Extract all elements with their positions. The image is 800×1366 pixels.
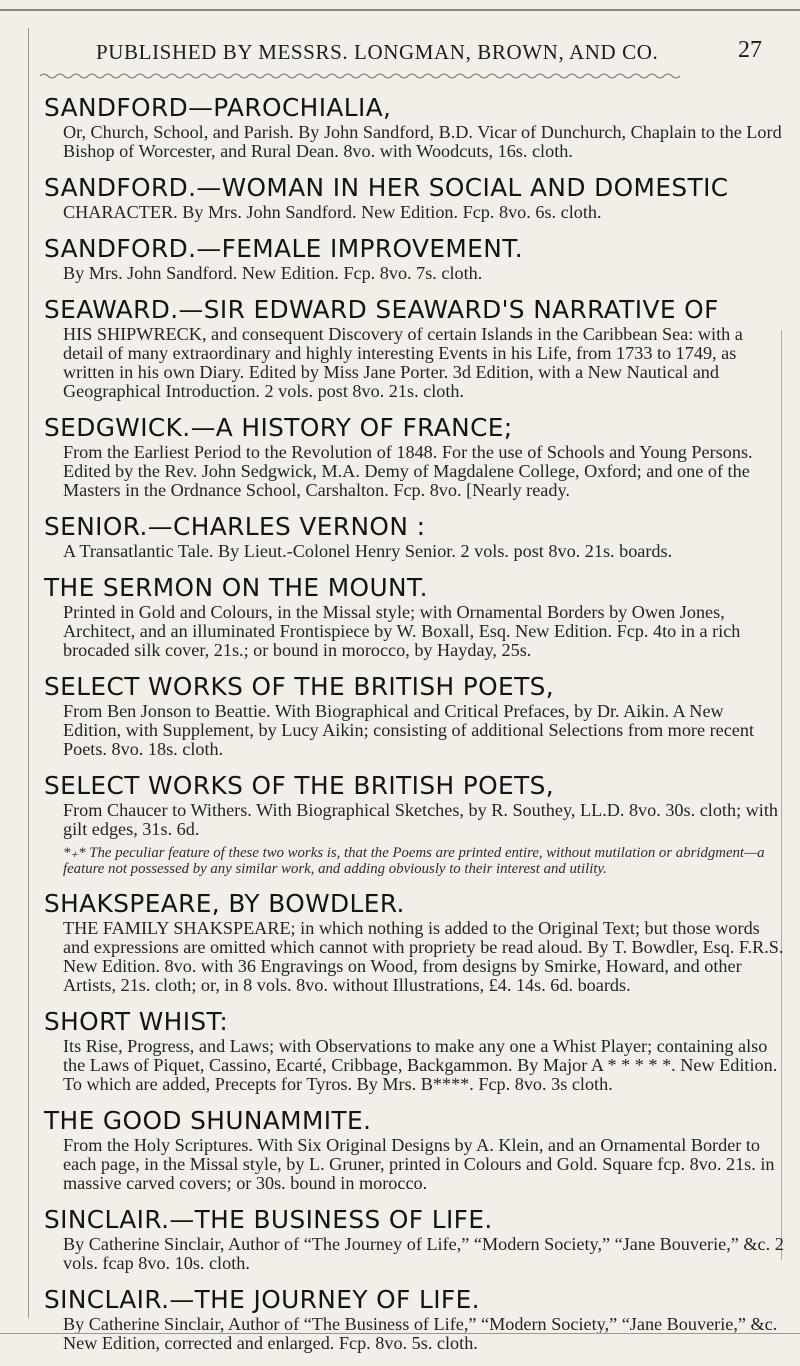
entry-heading: SELECT WORKS OF THE BRITISH POETS, — [44, 672, 555, 701]
entry-short-whist — [44, 1008, 786, 1094]
entry-sandford-woman — [44, 174, 786, 222]
entry-description: By Mrs. John Sandford. New Edition. Fcp. 8vo. 7s. cloth. — [63, 263, 483, 283]
entry-description: HIS SHIPWRECK, and consequent Discovery of certain Islands in the Caribbean Sea: with a detail of many extraordinary and highly interesting Events in his Life, from 1733 to 1749, as written in his own Diary. Edited by Miss Jane Porter. 3d Edition, with a New Nautical and Geographical Introduction. 2 vols. post 8vo. 21s. cloth. — [63, 324, 743, 401]
entry-heading: THE SERMON ON THE MOUNT. — [44, 573, 428, 602]
entry-description: By Catherine Sinclair, Author of “The Journey of Life,” “Modern Society,” “Jane Bouverie,” &c. 2 vols. fcap 8vo. 10s. cloth. — [63, 1234, 784, 1273]
entry-heading: SINCLAIR.—THE JOURNEY OF LIFE. — [44, 1285, 480, 1314]
entry-heading: SEDGWICK.—A HISTORY OF FRANCE; — [44, 413, 513, 442]
top-rule — [0, 9, 800, 11]
entry-description: By Catherine Sinclair, Author of “The Business of Life,” “Modern Society,” “Jane Bouverie,” &c. New Edition, corrected and enlarged. Fcp. 8vo. 5s. cloth. — [63, 1314, 778, 1353]
entry-list — [44, 94, 786, 1366]
entry-sinclair-business — [44, 1206, 786, 1273]
entry-select-works-southey — [44, 772, 786, 877]
entry-sandford-parochialia — [44, 94, 786, 161]
left-margin-rule — [28, 28, 29, 1318]
entry-description: From the Earliest Period to the Revolution of 1848. For the use of Schools and Young Persons. Edited by the Rev. John Sedgwick, M.A. Demy of Magdalene College, Oxford; and one of the Masters in the Ordnance School, Carshalton. Fcp. 8vo. [Nearly ready. — [63, 442, 753, 500]
entry-select-works-aikin — [44, 673, 786, 759]
entry-description: Its Rise, Progress, and Laws; with Observations to make any one a Whist Player; containing also the Laws of Piquet, Cassino, Ecarté, Cribbage, Backgammon. By Major A * * * * *. New Edition. To which are added, Precepts for Tyros. By Mrs. B****. Fcp. 8vo. 3s cloth. — [63, 1036, 778, 1094]
entry-good-shunammite — [44, 1107, 786, 1193]
entry-sedgwick — [44, 414, 786, 500]
entry-heading: SEAWARD.—SIR EDWARD SEAWARD'S NARRATIVE OF — [44, 295, 719, 324]
entry-heading: SANDFORD.—FEMALE IMPROVEMENT. — [44, 234, 524, 263]
entry-senior — [44, 513, 786, 561]
entry-heading: SINCLAIR.—THE BUSINESS OF LIFE. — [44, 1205, 493, 1234]
entry-description: From the Holy Scriptures. With Six Original Designs by A. Klein, and an Ornamental Border to each page, in the Missal style, by L. Gruner, printed in Colours and Gold. Square fcp. 8vo. 21s. in massive carved covers; or 30s. bound in morocco. — [63, 1135, 775, 1193]
entry-description: THE FAMILY SHAKSPEARE; in which nothing is added to the Original Text; but those words and expressions are omitted which cannot with propriety be read aloud. By T. Bowdler, Esq. F.R.S. New Edition. 8vo. with 36 Engravings on Wood, from designs by Smirke, Howard, and other Artists, 21s. cloth; or, in 8 vols. 8vo. without Illustrations, £4. 14s. 6d. boards. — [63, 918, 784, 995]
entry-sandford-female-improvement — [44, 235, 786, 283]
wavy-rule-ornament — [40, 72, 680, 80]
entry-description: Printed in Gold and Colours, in the Missal style; with Ornamental Borders by Owen Jones, Architect, and an illuminated Frontispiece by W. Boxall, Esq. New Edition. Fcp. 4to in a rich brocaded silk cover, 21s.; or bound in morocco, by Hayday, 25s. — [63, 602, 741, 660]
entry-description: From Chaucer to Withers. With Biographical Sketches, by R. Southey, LL.D. 8vo. 30s. cloth; with gilt edges, 31s. 6d. — [63, 800, 779, 839]
page-number: 27 — [738, 37, 762, 63]
entry-heading: SELECT WORKS OF THE BRITISH POETS, — [44, 771, 555, 800]
entry-description: Or, Church, School, and Parish. By John Sandford, B.D. Vicar of Dunchurch, Chaplain to the Lord Bishop of Worcester, and Rural Dean. 8vo. with Woodcuts, 16s. cloth. — [63, 122, 782, 161]
entry-heading: SENIOR.—CHARLES VERNON : — [44, 512, 426, 541]
entry-description: CHARACTER. By Mrs. John Sandford. New Edition. Fcp. 8vo. 6s. cloth. — [63, 202, 602, 222]
entry-sermon-on-the-mount — [44, 574, 786, 660]
entry-heading: SANDFORD—PAROCHIALIA, — [44, 93, 392, 122]
bottom-rule — [0, 1333, 800, 1334]
entry-heading: SHORT WHIST: — [44, 1007, 229, 1036]
entry-shakspeare-bowdler — [44, 890, 786, 995]
entry-heading: SHAKSPEARE, BY BOWDLER. — [44, 889, 405, 918]
entry-note: *₊* The peculiar feature of these two works is, that the Poems are printed entire, without mutilation or abridgment—a feature not possessed by any similar work, and adding obviously to their interest and utility. — [63, 845, 765, 877]
entry-description: A Transatlantic Tale. By Lieut.-Colonel Henry Senior. 2 vols. post 8vo. 21s. boards. — [63, 541, 673, 561]
entry-description: From Ben Jonson to Beattie. With Biographical and Critical Prefaces, by Dr. Aikin. A New Edition, with Supplement, by Lucy Aikin; consisting of additional Selections from more recent Poets. 8vo. 18s. cloth. — [63, 701, 755, 759]
entry-heading: SANDFORD.—WOMAN IN HER SOCIAL AND DOMESTIC — [44, 173, 729, 202]
running-head: PUBLISHED BY MESSRS. LONGMAN, BROWN, AND CO. — [96, 40, 659, 64]
entry-heading: THE GOOD SHUNAMMITE. — [44, 1106, 372, 1135]
entry-sinclair-journey — [44, 1286, 786, 1353]
entry-seaward — [44, 296, 786, 401]
